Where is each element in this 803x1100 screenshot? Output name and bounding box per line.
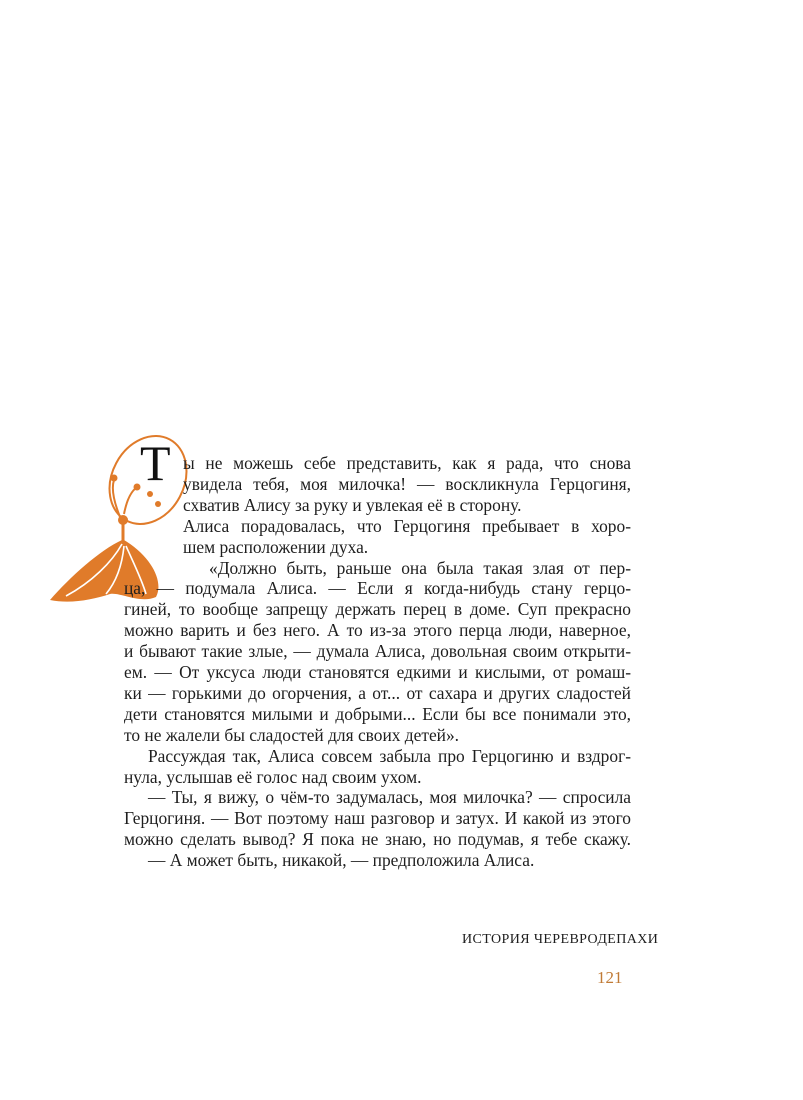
text-line: Алиса порадовалась, что Герцогиня пребывает в хоро- — [183, 515, 631, 536]
text-line: ки — горькими до огорчения, а от... от сахара и других сладостей — [124, 682, 631, 703]
text-line: — А может быть, никакой, — предположила Алиса. — [148, 850, 535, 871]
drop-cap: Т — [140, 435, 171, 491]
text-line: увидела тебя, моя милочка! — воскликнула Герцогиня, — [183, 473, 631, 494]
text-line: шем расположении духа. — [183, 536, 369, 557]
text-line: Рассуждая так, Алиса совсем забыла про Герцогиню и вздрог- — [148, 745, 631, 766]
text-line: ы не можешь себе представить, как я рада, что снова — [183, 453, 631, 473]
text-line: схватив Алису за руку и увлекая её в сторону. — [183, 494, 522, 515]
text-line: — Ты, я вижу, о чём-то задумалась, моя милочка? — спросила — [148, 787, 631, 808]
text-line: Герцогиня. — Вот поэтому наш разговор и затух. И какой из этого — [124, 808, 631, 829]
text-line: нула, услышав её голос над своим ухом. — [124, 766, 422, 787]
text-line: то не жалели бы сладостей для своих детей». — [124, 724, 460, 745]
text-line: гиней, то вообще запрещу держать перец в доме. Суп прекрасно — [124, 599, 631, 620]
text-line: можно варить и без него. А то из-за этого перца люди, наверное, — [124, 620, 631, 641]
text-line: «Должно быть, раньше она была такая злая от пер- — [209, 557, 631, 578]
text-line: ем. — От уксуса люди становятся едкими и кислыми, от ромаш- — [124, 662, 631, 682]
text-line: и бывают такие злые, — думала Алиса, довольная своим открыти- — [124, 641, 631, 662]
page-number: 121 — [597, 968, 623, 987]
running-head: ИСТОРИЯ ЧЕРЕВРОДЕПАХИ — [462, 932, 659, 947]
text-line: можно сделать вывод? Я пока не знаю, но подумав, я тебе скажу. — [124, 829, 631, 850]
text-line: дети становятся милыми и добрыми... Если бы все понимали это, — [124, 703, 631, 724]
text-line: ца, — подумала Алиса. — Если я когда-нибудь стану герцо- — [124, 578, 631, 599]
